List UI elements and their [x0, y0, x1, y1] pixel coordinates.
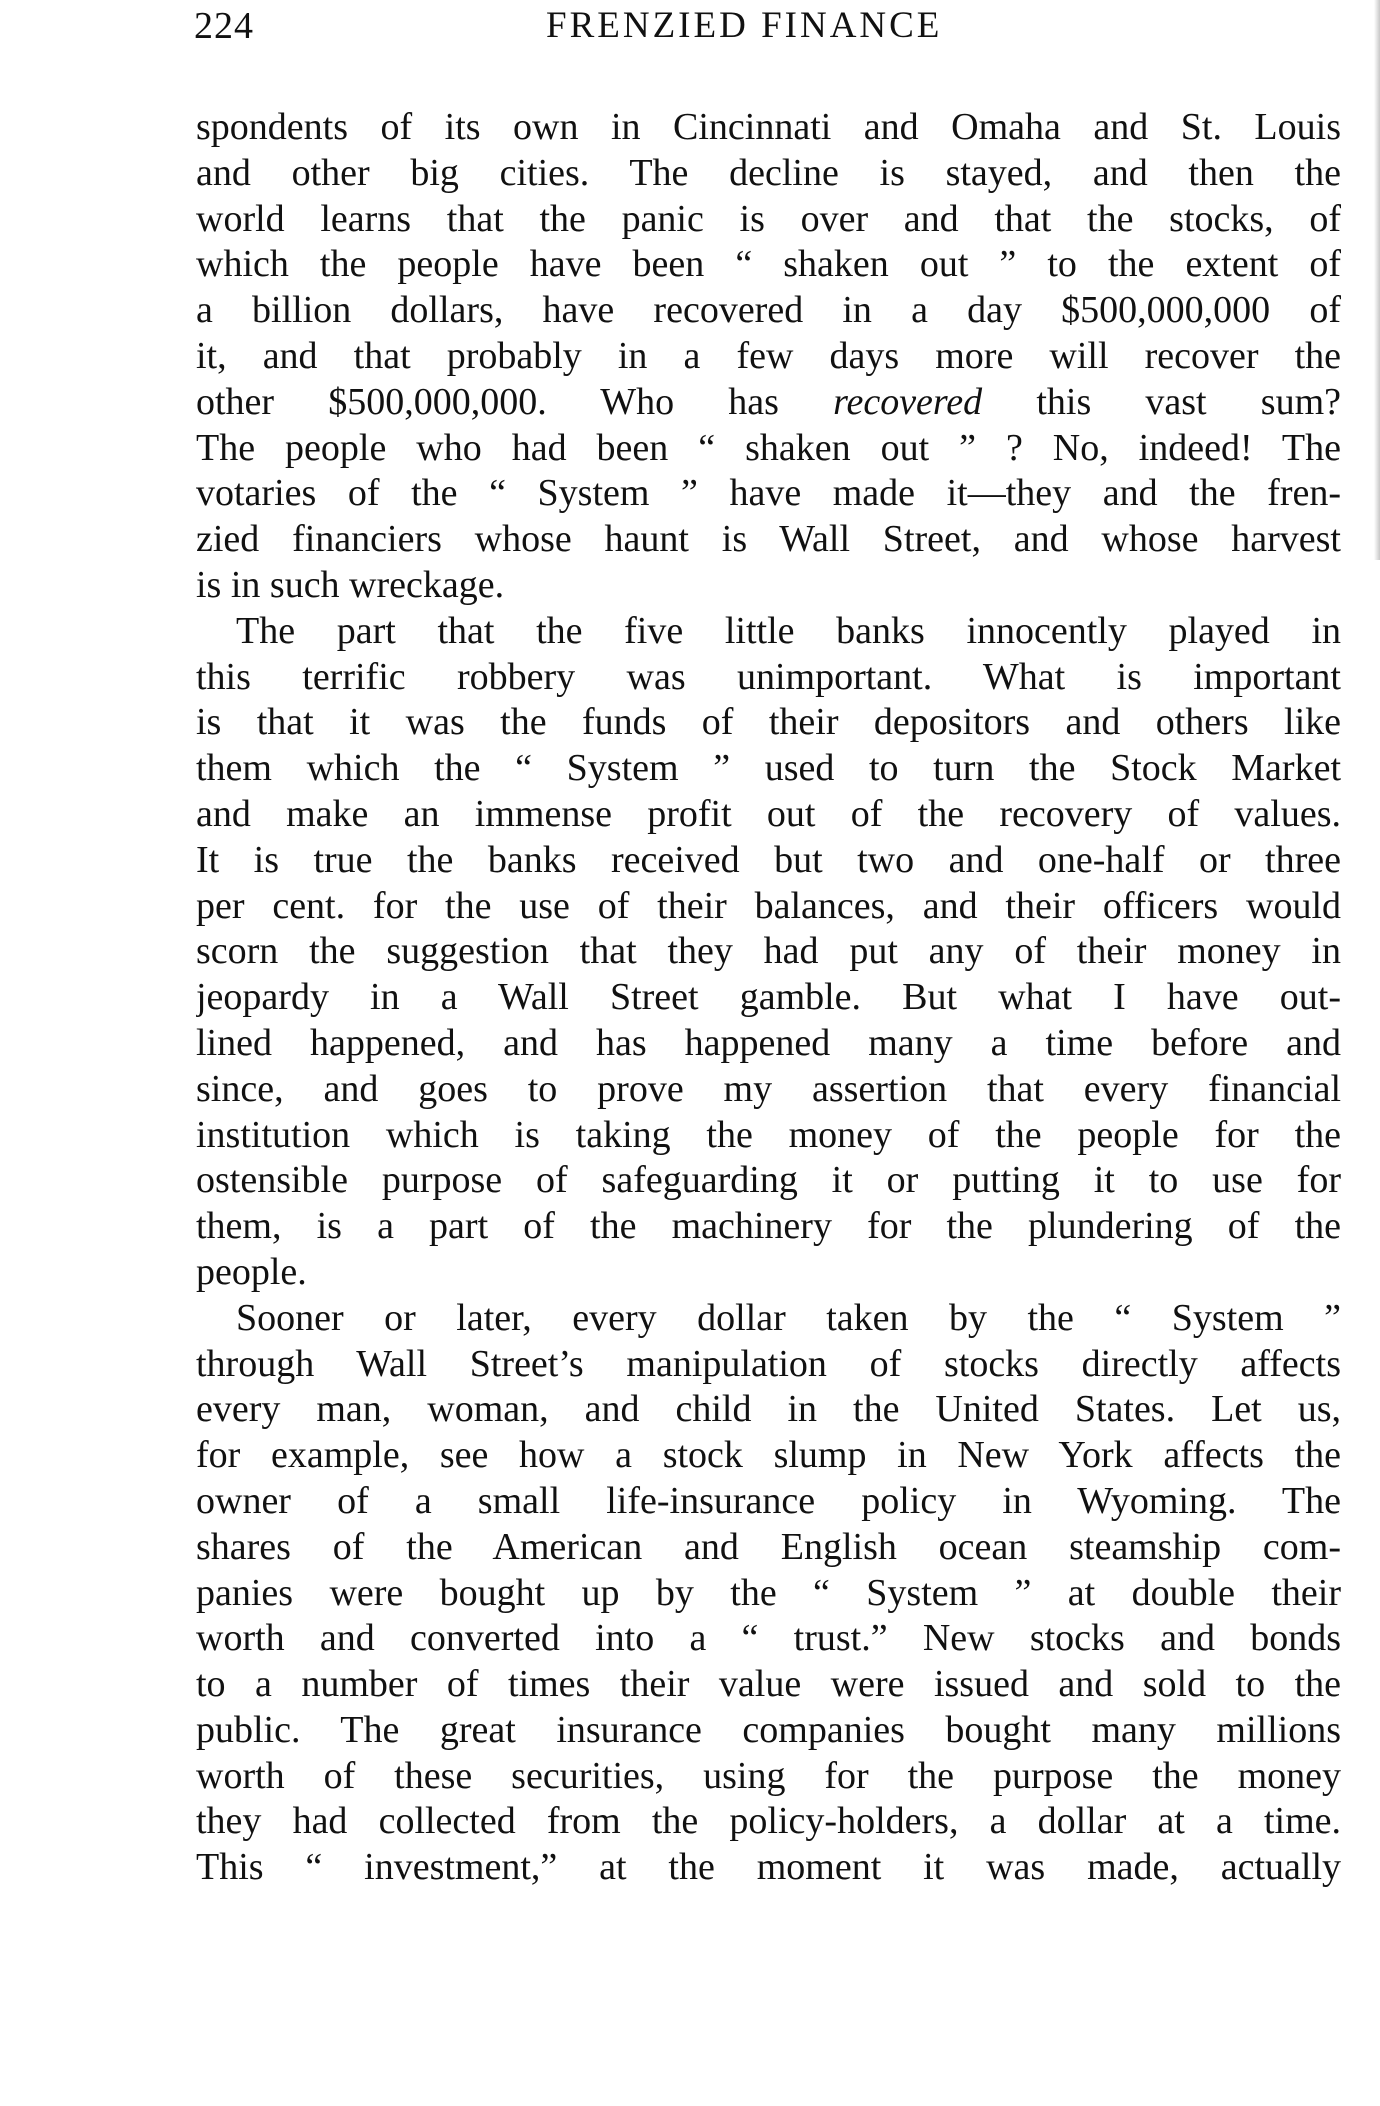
text-line [196, 380, 1341, 426]
italic-word: recovered [833, 380, 983, 423]
text-line: this terrific robbery was unimportant. What is important [196, 655, 1341, 698]
text-line: spondents of its own in Cincinnati and Omaha and St. Louis [196, 106, 1341, 148]
text-line: is in such wreckage. [196, 563, 505, 606]
text-line: public. The great insurance companies bought many millions [196, 1708, 1341, 1751]
text-line: owner of a small life-insurance policy in Wyoming. The [196, 1479, 1341, 1522]
text-line: for example, see how a stock slump in New York affects the [196, 1434, 1341, 1477]
text-line: worth of these securities, using for the purpose the money [196, 1754, 1341, 1797]
text-line: The part that the five little banks innocently played in [236, 609, 1341, 652]
text-line: per cent. for the use of their balances, and their officers would [196, 884, 1341, 927]
text-line: This “ investment,” at the moment it was made, actually [196, 1846, 1341, 1889]
text-line: world learns that the panic is over and that the stocks, of [196, 197, 1341, 240]
text-line: a billion dollars, have recovered in a day $500,000,000 of [196, 289, 1341, 332]
text-line: jeopardy in a Wall Street gamble. But what I have out- [196, 976, 1341, 1019]
text-line: and make an immense profit out of the recovery of values. [196, 792, 1341, 835]
text-line: votaries of the “ System ” have made it—they and the fren- [196, 472, 1341, 515]
text-line: people. [196, 1250, 307, 1293]
text-line: which the people have been “ shaken out ” to the extent of [196, 243, 1341, 286]
text-line: scorn the suggestion that they had put any of their money in [196, 930, 1341, 973]
running-title: FRENZIED FINANCE [546, 5, 943, 46]
text-line-part: this vast sum? [982, 380, 1341, 423]
text-line: zied financiers whose haunt is Wall Street, and whose harvest [196, 518, 1341, 561]
running-head [190, 4, 1340, 54]
text-line: ostensible purpose of safeguarding it or putting it to use for [196, 1159, 1341, 1202]
text-line: since, and goes to prove my assertion that every financial [196, 1067, 1341, 1110]
text-line: through Wall Street’s manipulation of stocks directly affects [196, 1342, 1341, 1385]
text-line: they had collected from the policy-holders, a dollar at a time. [196, 1800, 1341, 1843]
text-line: The people who had been “ shaken out ” ? No, indeed! The [196, 426, 1341, 469]
text-line: them which the “ System ” used to turn the Stock Market [196, 747, 1341, 790]
text-line-part: other $500,000,000. Who has [196, 380, 834, 423]
page-number: 224 [194, 5, 254, 47]
text-line: worth and converted into a “ trust.” New stocks and bonds [196, 1617, 1341, 1660]
text-line: them, is a part of the machinery for the plundering of the [196, 1205, 1341, 1248]
text-line: panies were bought up by the “ System ” at double their [196, 1571, 1341, 1614]
text-line: to a number of times their value were issued and sold to the [196, 1663, 1341, 1706]
text-line: every man, woman, and child in the United States. Let us, [196, 1388, 1341, 1431]
body-text [196, 105, 1341, 1891]
text-line: and other big cities. The decline is stayed, and then the [196, 151, 1341, 194]
text-line: lined happened, and has happened many a time before and [196, 1021, 1341, 1064]
text-line: is that it was the funds of their depositors and others like [196, 701, 1341, 744]
scan-edge-shadow [1374, 0, 1380, 560]
text-line: Sooner or later, every dollar taken by the “ System ” [236, 1296, 1341, 1339]
text-line: It is true the banks received but two and one-half or three [196, 838, 1341, 881]
text-line: it, and that probably in a few days more will recover the [196, 334, 1341, 377]
text-line: shares of the American and English ocean steamship com- [196, 1525, 1341, 1568]
text-line: institution which is taking the money of the people for the [196, 1113, 1341, 1156]
